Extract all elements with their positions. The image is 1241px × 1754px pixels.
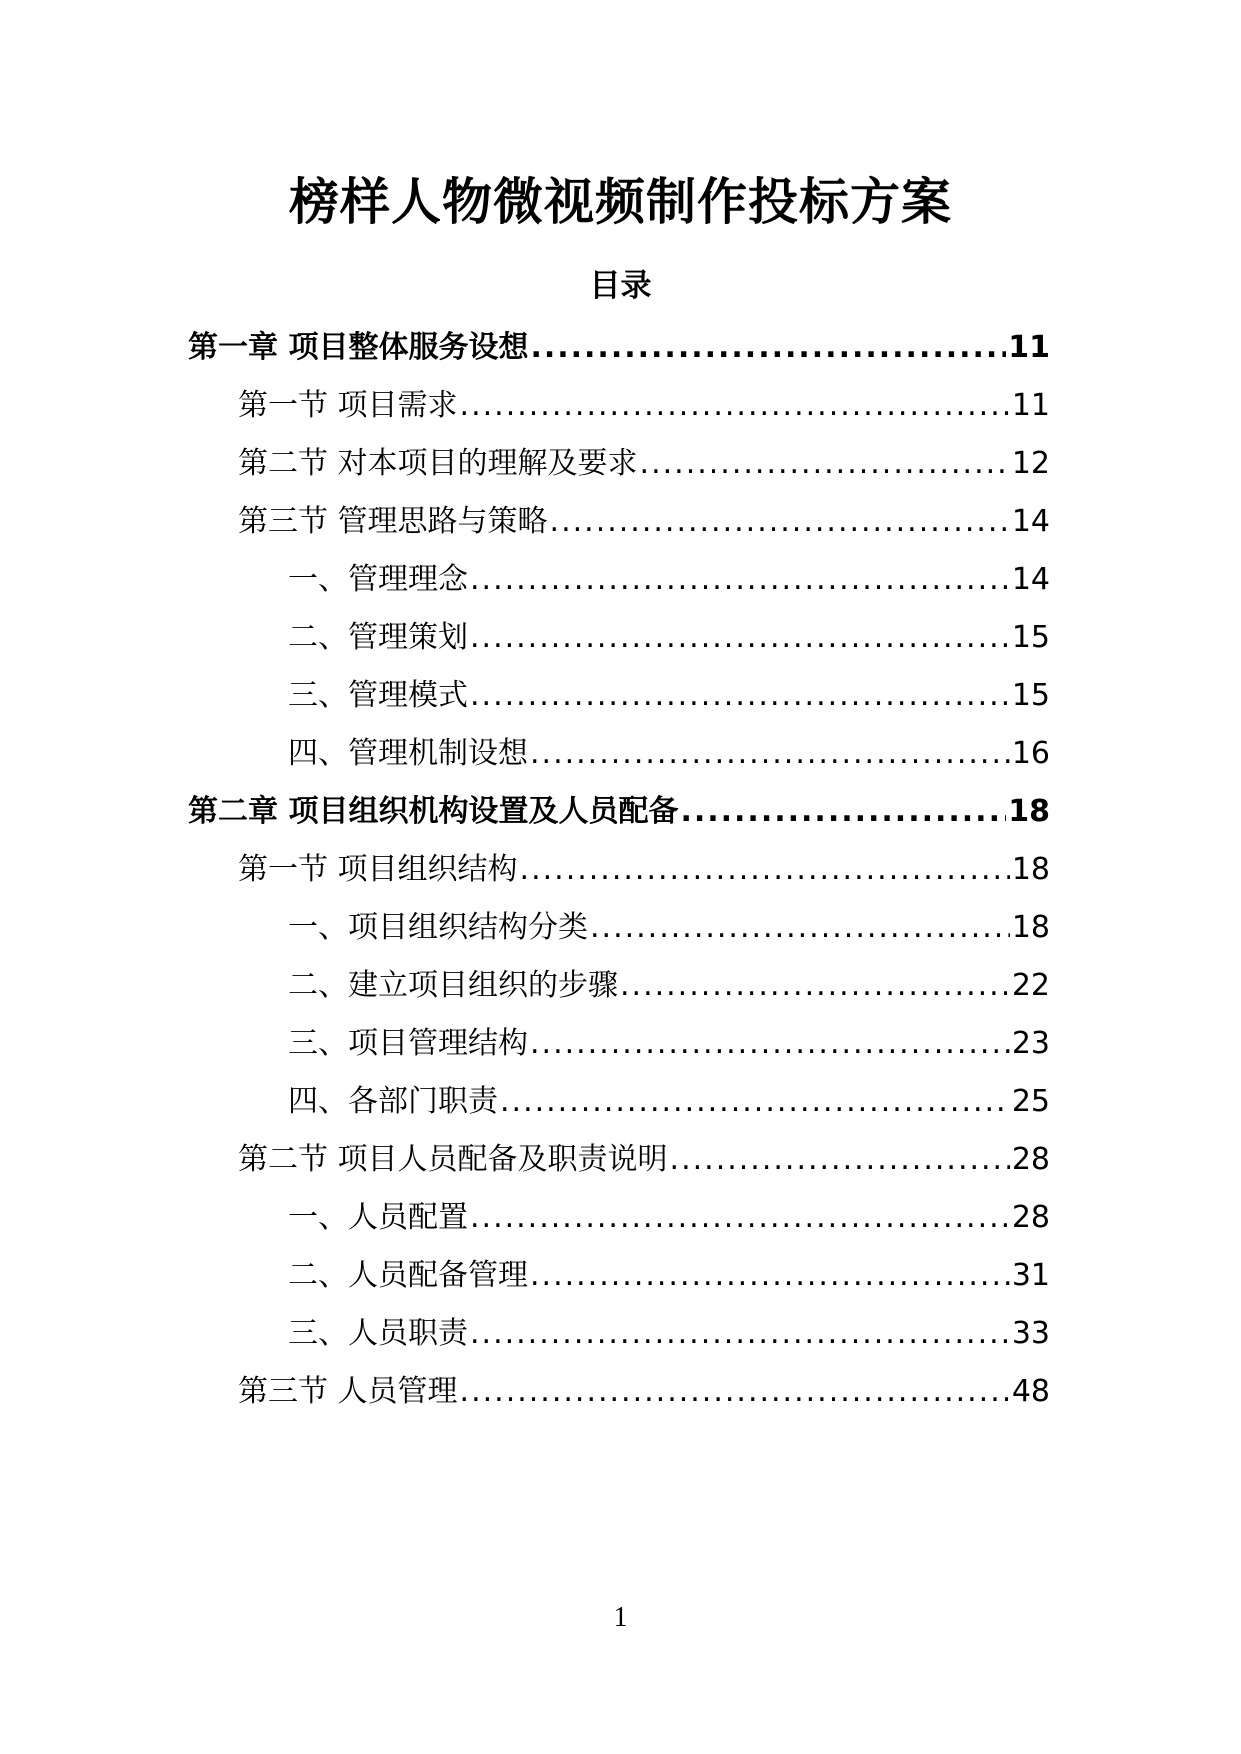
toc-dot-leader [620, 964, 1010, 1008]
toc-entry-text: 三、人员职责 [288, 1316, 468, 1351]
toc-dot-leader [670, 1138, 1010, 1182]
toc-entry-text: 二、管理策划 [288, 620, 468, 655]
toc-entry-subsection[interactable] [288, 1254, 1050, 1298]
toc-entry-section[interactable] [238, 384, 1050, 428]
toc-entry-subsection[interactable] [288, 964, 1050, 1008]
toc-entry-page-number: 15 [1011, 678, 1050, 713]
toc-entry-chapter-2[interactable] [188, 790, 1050, 834]
toc-dot-leader [530, 732, 1010, 776]
document-title: 榜样人物微视频制作投标方案 [289, 173, 952, 231]
toc-dot-leader [500, 1080, 1010, 1124]
toc-entry-page-number: 14 [1011, 562, 1050, 597]
toc-entry-chapter-1[interactable] [188, 326, 1050, 370]
toc-entry-text: 三、管理模式 [288, 678, 468, 713]
toc-entry-page-number: 28 [1011, 1142, 1050, 1177]
toc-entry-text: 四、管理机制设想 [288, 736, 528, 771]
toc-dot-leader [470, 1196, 1010, 1240]
toc-entry-page-number: 23 [1011, 1026, 1050, 1061]
toc-entry-text: 二、建立项目组织的步骤 [288, 968, 618, 1003]
toc-entry-text: 一、项目组织结构分类 [288, 910, 588, 945]
toc-dot-leader [470, 616, 1010, 660]
toc-entry-text: 第一章 项目整体服务设想 [188, 330, 529, 365]
toc-entry-text: 二、人员配备管理 [288, 1258, 528, 1293]
toc-entry-page-number: 11 [1008, 330, 1050, 365]
toc-entry-page-number: 25 [1011, 1084, 1050, 1119]
toc-entry-subsection[interactable] [288, 558, 1050, 602]
toc-entry-text: 第一节 项目需求 [238, 388, 458, 423]
toc-entry-page-number: 18 [1011, 910, 1050, 945]
toc-entry-page-number: 33 [1011, 1316, 1050, 1351]
toc-entry-text: 一、管理理念 [288, 562, 468, 597]
toc-entry-page-number: 14 [1011, 504, 1050, 539]
page-number: 1 [613, 1602, 628, 1633]
toc-entry-text: 三、项目管理结构 [288, 1026, 528, 1061]
toc-dot-leader [530, 1254, 1010, 1298]
toc-entry-subsection[interactable] [288, 1196, 1050, 1240]
toc-entry-text: 一、人员配置 [288, 1200, 468, 1235]
toc-entry-subsection[interactable] [288, 616, 1050, 660]
toc-entry-text: 第二章 项目组织机构设置及人员配备 [188, 794, 679, 829]
toc-entry-page-number: 48 [1011, 1374, 1050, 1409]
toc-entry-text: 第三节 人员管理 [238, 1374, 458, 1409]
toc-entry-page-number: 22 [1011, 968, 1050, 1003]
toc-entry-subsection[interactable] [288, 1022, 1050, 1066]
toc-entry-page-number: 11 [1011, 388, 1050, 423]
toc-entry-page-number: 28 [1011, 1200, 1050, 1235]
toc-dot-leader [470, 674, 1010, 718]
toc-entry-page-number: 12 [1011, 446, 1050, 481]
toc-entry-section[interactable] [238, 500, 1050, 544]
toc-entry-subsection[interactable] [288, 906, 1050, 950]
toc-dot-leader [470, 558, 1010, 602]
toc-entry-page-number: 18 [1008, 794, 1050, 829]
toc-entry-text: 第一节 项目组织结构 [238, 852, 518, 887]
toc-entry-page-number: 15 [1011, 620, 1050, 655]
toc-entry-section[interactable] [238, 1370, 1050, 1414]
toc-dot-leader [550, 500, 1010, 544]
toc-dot-leader [470, 1312, 1010, 1356]
toc-entry-page-number: 16 [1011, 736, 1050, 771]
toc-dot-leader [530, 326, 1006, 370]
toc-entry-section[interactable] [238, 442, 1050, 486]
toc-dot-leader [530, 1022, 1010, 1066]
toc-dot-leader [590, 906, 1010, 950]
toc-dot-leader [640, 442, 1010, 486]
toc-entry-section[interactable] [238, 1138, 1050, 1182]
toc-entry-text: 第二节 对本项目的理解及要求 [238, 446, 638, 481]
toc-dot-leader [680, 790, 1006, 834]
toc-dot-leader [460, 1370, 1010, 1414]
toc-dot-leader [520, 848, 1010, 892]
toc-entry-page-number: 18 [1011, 852, 1050, 887]
toc-dot-leader [460, 384, 1010, 428]
toc-entry-page-number: 31 [1011, 1258, 1050, 1293]
toc-entry-subsection[interactable] [288, 1080, 1050, 1124]
toc-entry-subsection[interactable] [288, 732, 1050, 776]
toc-entry-subsection[interactable] [288, 1312, 1050, 1356]
toc-entry-text: 第二节 项目人员配备及职责说明 [238, 1142, 668, 1177]
toc-entry-text: 四、各部门职责 [288, 1084, 498, 1119]
toc-entry-section[interactable] [238, 848, 1050, 892]
toc-entry-subsection[interactable] [288, 674, 1050, 718]
toc-entry-text: 第三节 管理思路与策略 [238, 504, 548, 539]
toc-heading: 目录 [589, 268, 652, 304]
